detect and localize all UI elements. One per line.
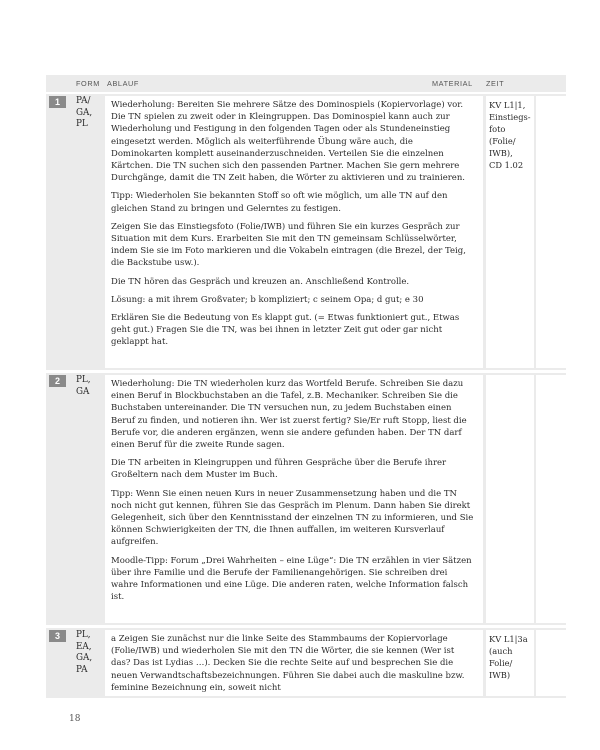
row-material: KV L1|1, Einstiegs- foto (Folie/ IWB), CD 1.02: [486, 96, 534, 368]
row-paragraph: Tipp: Wiederholen Sie bekannten Stoff so oft wie möglich, um alle TN auf den gleichen Stand zu bringen und Gelerntes zu festigen.: [111, 191, 448, 214]
table-row-1: [46, 94, 566, 370]
row-paragraph: a Zeigen Sie zunächst nur die linke Seite des Stammbaums der Kopiervorlage (Folie/IWB) und wiederholen Sie mit den TN die Wörter, die sie kennen (Wer ist das? Das ist Lydias …). Decken Sie die rechte Seite auf und besprechen Sie die neuen Verwandtschaftsbezeichnungen. Führen Sie dabei auch die maskuline bzw. feminine Bezeichnung ein, soweit nicht: [111, 634, 465, 693]
row-zeit: [536, 630, 566, 696]
row-zeit: [536, 96, 566, 368]
row-paragraph: Zeigen Sie das Einstiegsfoto (Folie/IWB) und führen Sie ein kurzes Gespräch zur Situation mit dem Kurs. Erarbeiten Sie mit den TN gemeinsam Schlüsselwörter, indem Sie sie im Foto markieren und die Vokabeln eintragen (die Brezel, der Teig, die Backstube usw.).: [111, 221, 466, 269]
row-form: PL, GA: [76, 375, 91, 397]
page-number: 18: [69, 714, 81, 724]
row-ablauf: [105, 630, 483, 696]
table-row-3: [46, 628, 566, 698]
row-material: KV L1|3a (auch Folie/ IWB): [486, 630, 534, 696]
table-row-2: [46, 373, 566, 625]
row-ablauf: [105, 96, 483, 368]
row-number: 3: [49, 630, 66, 642]
row-paragraph: Lösung: a mit ihrem Großvater; b kompliziert; c seinem Opa; d gut; e 30: [111, 294, 424, 305]
row-paragraph: Die TN hören das Gespräch und kreuzen an. Anschließend Kontrolle.: [111, 276, 410, 287]
row-zeit: [536, 375, 566, 623]
row-number: 2: [49, 375, 66, 387]
row-paragraph: Erklären Sie die Bedeutung von Es klappt gut. (= Etwas funktioniert gut., Etwas geht gut.) Fragen Sie die TN, was bei ihnen in letzter Zeit gut oder gar nicht geklappt hat.: [111, 313, 460, 348]
header-form: FORM: [76, 79, 100, 88]
table-header: [46, 75, 566, 92]
row-form: PL, EA, GA, PA: [76, 630, 93, 676]
row-paragraph: Die TN arbeiten in Kleingruppen und führen Gespräche über die Berufe ihrer Großeltern nach dem Muster im Buch.: [111, 458, 447, 481]
row-paragraph: Wiederholung: Bereiten Sie mehrere Sätze des Dominospiels (Kopiervorlage) vor. Die TN spielen zu zweit oder in Kleingruppen. Das Dominospiel kann auch zur Wiederholung und Festigung in den folgenden Tagen oder als Stundeneinstieg eingesetzt werden. Möglich als weiterführende Übung wäre auch, die Dominokarten komplett auseinanderzuschneiden. Verteilen Sie die einzelnen Kärtchen. Die TN suchen sich den passenden Partner. Machen Sie gern mehrere Durchgänge, damit die TN Zeit haben, die Wörter zu aktivieren und zu trainieren.: [111, 100, 465, 184]
row-paragraph: Wiederholung: Die TN wiederholen kurz das Wortfeld Berufe. Schreiben Sie dazu einen Beruf in Blockbuchstaben an die Tafel, z.B. Mechaniker. Schreiben Sie die Buchstaben untereinander. Die TN versuchen nun, zu jedem Buchstaben einen Beruf zu finden, und notieren ihn. Wer ist zuerst fertig? Sie/Er ruft Stopp, liest die Berufe vor, die anderen ergänzen, wenn sie andere gefunden haben. Der TN darf einen Beruf für die zweite Runde sagen.: [111, 379, 467, 451]
row-paragraph: Moodle-Tipp: Forum „Drei Wahrheiten – eine Lüge“: Die TN erzählen in vier Sätzen über ihre Familie und die Berufe der Familienangehörigen. Sie schreiben drei wahre Informationen und eine Lüge. Die anderen raten, welche Information falsch ist.: [111, 555, 472, 603]
header-ablauf: ABLAUF: [107, 79, 139, 88]
row-paragraph: Tipp: Wenn Sie einen neuen Kurs in neuer Zusammensetzung haben und die TN noch nicht gut kennen, führen Sie das Gespräch im Plenum. Dann haben Sie direkt Gelegenheit, sich über den Kenntnisstand der einzelnen TN zu informieren, und Sie können Schwierigkeiten der TN, die Ihnen auffallen, im weiteren Kursverlauf aufgreifen.: [111, 488, 474, 548]
row-number: 1: [49, 96, 66, 108]
header-material: MATERIAL: [432, 79, 473, 88]
row-material: [486, 375, 534, 623]
header-zeit: ZEIT: [486, 79, 505, 88]
row-ablauf: [105, 375, 483, 623]
row-form: PA/ GA, PL: [76, 96, 93, 130]
